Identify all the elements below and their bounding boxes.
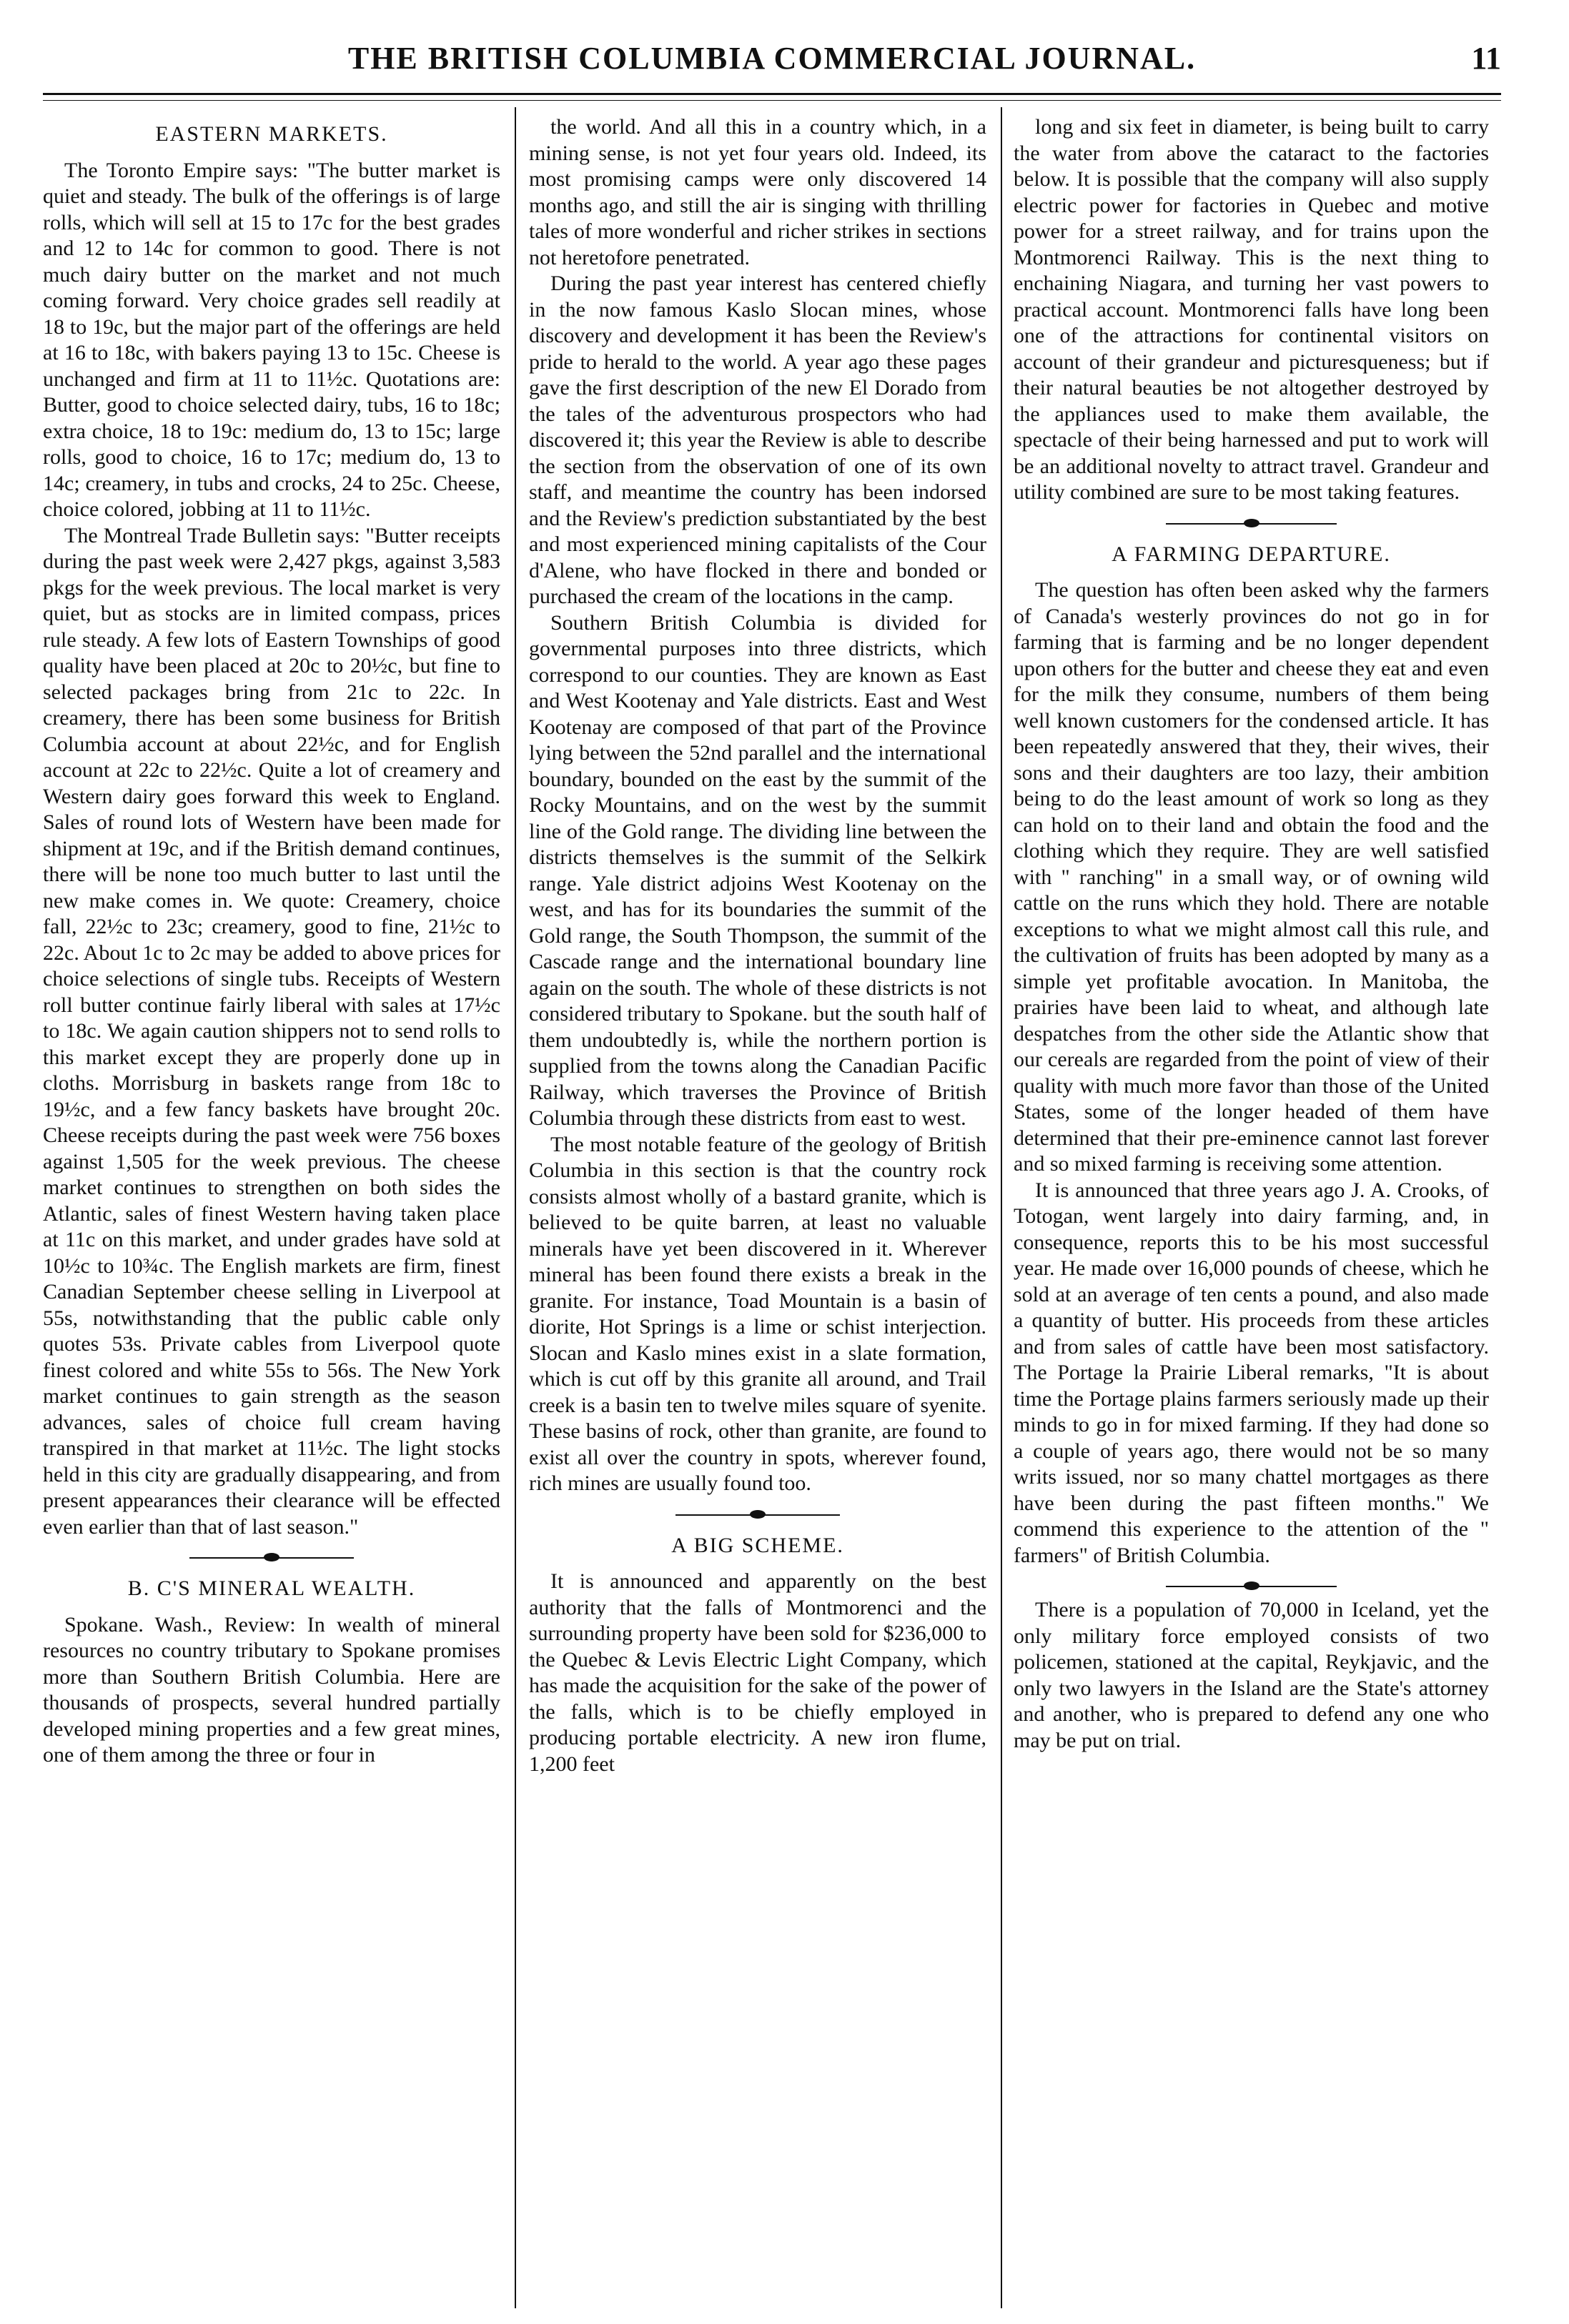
article-paragraph: The Montreal Trade Bulletin says: "Butter receipts during the past week were 2,427 pkgs, against 3,583 pkgs for the week previous. The local market is very quiet, but as stocks are in limited compass, prices rule steady. A few lots of Eastern Townships of good quality have been placed at 20c to 20½c, but fine to selected packages bring from 21c to 22c. In creamery, there has been some business for British Columbia account at about 22½c, and for English account at 22c to 22½c. Quite a lot of creamery and Western dairy goes forward this week to England. Sales of round lots of Western have been made for shipment at 19c, and if the British demand continues, there will be none too much butter to last until the new make comes in. We quote: Creamery, choice fall, 22½c to 23c; creamery, good to fine, 21½c to 22c. About 1c to 2c may be added to above prices for choice selections of single tubs. Receipts of Western roll butter continue fairly liberal with sales at 17½c to 18c. We again caution shippers not to send rolls to this market except they are properly done up in cloths. Morrisburg in baskets range from 18c to 19½c, and a few fancy baskets have brought 20c. Cheese receipts during the past week were 756 boxes against 1,505 for the week previous. The cheese market continues to strengthen on both sides the Atlantic, sales of finest Western having taken place at 11c on this market, and under grades have sold at 10½c to 10¾c. The English markets are firm, finest Canadian September cheese selling in Liverpool at 55s, notwithstanding that the public cable only quotes 53s. Private cables from Liverpool quote finest colored and white 55s to 56s. The New York market continues to gain strength as the season advances, sales of choice full cream having transpired in that market at 11½c. The light stocks held in this city are gradually disappearing, and from present appearances their clearance will be effected even earlier than that of last season."	[43, 523, 500, 1539]
section-divider	[529, 1504, 986, 1526]
article	[1014, 542, 1489, 1569]
article-heading: EASTERN MARKETS.	[155, 122, 388, 146]
article-paragraph: long and six feet in diameter, is being built to carry the water from above the cataract to the factories below. It is possible that the company will also supply electric power for factories in Quebec and motive power for a street railway, and for trains upon the Montmorenci Railway. This is the next thing to enchaining Niagara, and turning her vast powers to practical account. Montmorenci falls have long been one of the attractions for continental visitors on account of their grandeur and picturesqueness; but if their natural beauties be not altogether destroyed by the appliances used to make them available, the spectacle of their being harnessed and put to work will be an additional novelty to attract travel. Grandeur and utility combined are sure to be most taking features.	[1014, 115, 1489, 504]
article-heading: A BIG SCHEME.	[671, 1533, 844, 1557]
column-divider	[515, 107, 516, 2308]
header-rule-thin	[43, 100, 1501, 101]
article	[1014, 114, 1489, 506]
article-paragraph: Southern British Columbia is divided for governmental purposes into three districts, which correspond to our counties. They are known as East and West Kootenay and Yale districts. East and West Kootenay are composed of that part of the Province lying between the 52nd parallel and the international boundary, bounded on the east by the summit of the Rocky Mountains, and on the west by the summit line of the Gold range. The dividing line between the districts themselves is the summit of the Selkirk range. Yale district adjoins West Kootenay on the west, and has for its boundaries the summit of the Gold range, the South Thompson, the summit of the Cascade range and the international boundary line again on the south. The whole of these districts is not considered tributary to Spokane. but the south half of them undoubtedly is, while the northern portion is supplied from the towns along the Canadian Pacific Railway, which traverses the Province of British Columbia through these districts from east to west.	[529, 610, 986, 1130]
article-paragraph: It is announced and apparently on the best authority that the falls of Montmorenci and the surrounding property have been sold for $236,000 to the Quebec & Levis Electric Light Company, which has made the acquisition for the sake of the power of the falls, which is to be chiefly employed in producing portable electricity. A new iron flume, 1,200 feet	[529, 1569, 986, 1776]
page-number: 11	[1471, 41, 1501, 76]
article-paragraph: Spokane. Wash., Review: In wealth of mineral resources no country tributary to Spokane promises more than Southern British Columbia. Here are thousands of prospects, several hundred partially developed mining properties and a few great mines, one of them among the three or four in	[43, 1612, 500, 1767]
article-heading: A FARMING DEPARTURE.	[1112, 542, 1391, 566]
article-paragraph: There is a population of 70,000 in Iceland, yet the only military force employed consists of two policemen, stationed at the capital, Reykjavic, and the only two lawyers in the Island are the State's attorney and another, who is prepared to defend any one who may be put on trial.	[1014, 1598, 1489, 1752]
header-rule	[43, 93, 1501, 95]
article	[43, 1576, 500, 1769]
column-1	[43, 114, 500, 2301]
article-heading: B. C'S MINERAL WEALTH.	[127, 1576, 416, 1600]
article-paragraph: the world. And all this in a country which, in a mining sense, is not yet four years old. Indeed, its most promising camps were only discovered 14 months ago, and still the air is singing with thrilling tales of more wonderful and richer strikes in sections not heretofore penetrated.	[529, 115, 986, 269]
article-paragraph: The Toronto Empire says: "The butter market is quiet and steady. The bulk of the offerings is of large rolls, which will sell at 15 to 17c for the best grades and 12 to 14c for common to good. There is not much dairy butter on the market and not much coming forward. Very choice grades sell readily at 18 to 19c, but the major part of the offerings are held at 16 to 18c, with bakers paying 13 to 15c. Cheese is unchanged and firm at 11 to 11½c. Quotations are: Butter, good to choice selected dairy, tubs, 16 to 18c; extra choice, 18 to 19c: medium do, 13 to 15c; large rolls, good to choice, 16 to 17c; medium do, 13 to 14c; creamery, in tubs and crocks, 24 to 25c. Cheese, choice colored, jobbing at 11 to 11½c.	[43, 158, 500, 521]
running-title: THE BRITISH COLUMBIA COMMERCIAL JOURNAL.	[347, 41, 1197, 76]
article	[529, 1533, 986, 1778]
article-paragraph: It is announced that three years ago J. A. Crooks, of Totogan, went largely into dairy farming, and, in consequence, reports this to be his most successful year. He made over 16,000 pounds of cheese, which he sold at an average of ten cents a pound, and also made a quantity of butter. His proceeds from these articles and from sales of cattle have been most satisfactory. The Portage la Prairie Liberal remarks, "It is about time the Portage plains farmers seriously made up their minds to go in for mixed farming. If they had done so a couple of years ago, there would not be so many writs issued, nor so many chattel mortgages as there have been during the past fifteen months." We commend this experience to the attention of the " farmers" of British Columbia.	[1014, 1178, 1489, 1567]
column-divider	[1001, 107, 1002, 2308]
article	[1014, 1597, 1489, 1754]
article-paragraph: The most notable feature of the geology of British Columbia in this section is that the country rock consists almost wholly of a bastard granite, which is believed to be quite barren, at least no valuable minerals have yet been discovered in it. Wherever mineral has been found there exists a break in the granite. For instance, Toad Mountain is a basin of diorite, Hot Springs is a lime or schist interjection. Slocan and Kaslo mines exist in a slate formation, which is cut off by this granite all around, and Trail creek is a basin ten to twelve miles square of syenite. These basins of rock, other than granite, are found to exist all over the country in spots, wherever found, rich mines are usually found too.	[529, 1132, 986, 1495]
article-paragraph: The question has often been asked why the farmers of Canada's westerly provinces do not go in for farming that is farming and be no longer dependent upon others for the butter and cheese they eat and even for the milk they consume, numbers of them being well known customers for the condensed article. It has been repeatedly answered that they, their wives, their sons and their daughters are too lazy, their ambition being to do the least amount of work so long as they can hold on to their land and obtain the food and the clothing which they require. They are well satisfied with " ranching" in a small way, or of owning wild cattle on the runs which they hold. There are notable exceptions to what we might almost call this rule, and the cultivation of fruits has been adopted by many as a simple yet profitable avocation. In Manitoba, the prairies have been laid to wheat, and although late despatches from the other side the Atlantic show that our cereals are regarded from the point of view of their quality with much more favor than those of the United States, some of the longer headed of them have determined that their pre-eminence cannot last forever and so mixed farming is receiving some attention.	[1014, 578, 1489, 1176]
article-paragraph: During the past year interest has centered chiefly in the now famous Kaslo Slocan mines, whose discovery and development it has been the Review's pride to herald to the world. A year ago these pages gave the first description of the new El Dorado from the tales of the adventurous prospectors who had discovered it; this year the Review is able to describe the section from the observation of one of its own staff, and meantime the country has been indorsed and the Review's prediction substantiated by the best and most experienced mining capitalists of the Cour d'Alene, who have flocked in there and bonded or purchased the cream of the locations in the camp.	[529, 272, 986, 608]
column-3	[1014, 114, 1489, 2301]
section-divider	[1014, 1576, 1489, 1597]
section-divider	[43, 1547, 500, 1569]
column-2	[529, 114, 986, 2301]
page-header	[43, 36, 1501, 86]
article	[43, 121, 500, 1540]
section-divider	[1014, 513, 1489, 535]
article	[529, 114, 986, 1497]
